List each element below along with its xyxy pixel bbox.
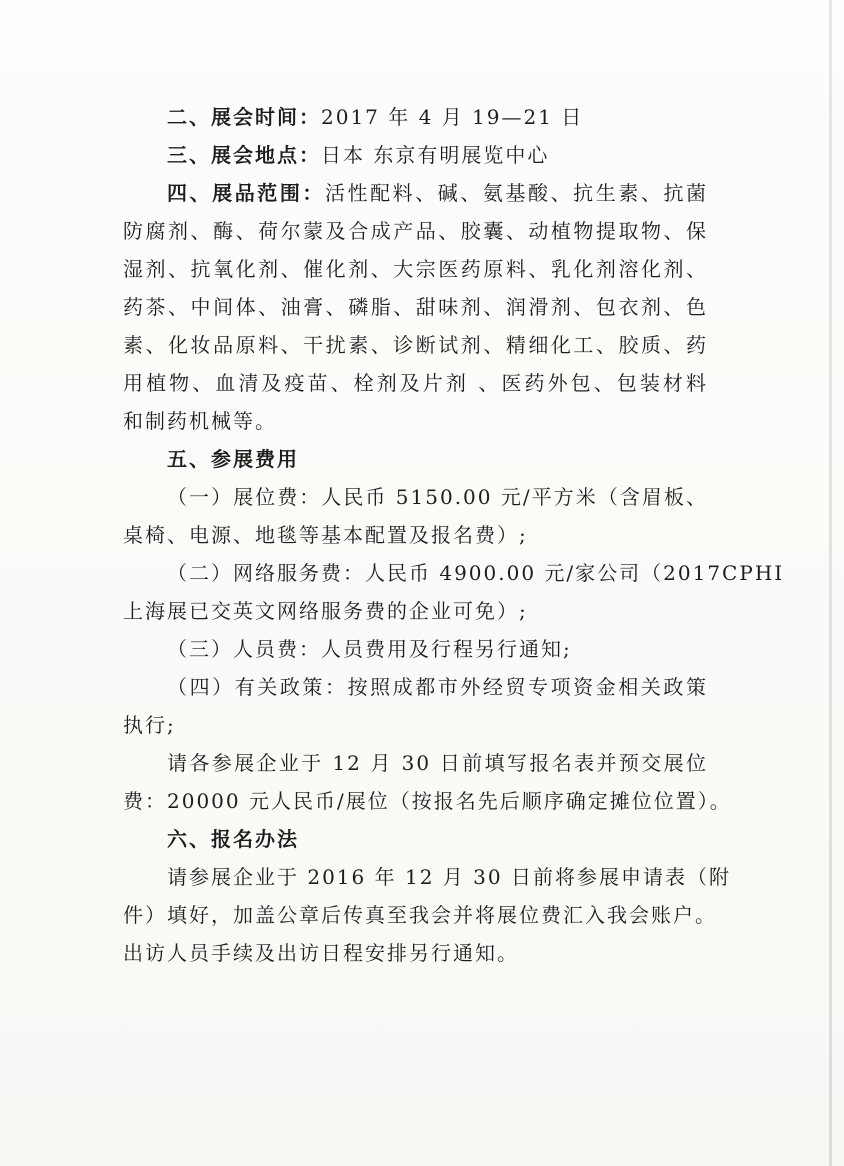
exhibit-scope-line-7: 和制药机械等。: [123, 409, 277, 433]
exhibit-scope-line-5: 素、化妆品原料、干扰素、诊断试剂、精细化工、胶质、药: [123, 333, 708, 357]
exhibit-scope-line-6: 用植物、血清及疫苗、栓剂及片剂 、医药外包、包装材料: [123, 371, 708, 395]
exhibit-scope-line-1: [123, 174, 708, 212]
registration-line-2: 件）填好，加盖公章后传真至我会并将展位费汇入我会账户。: [123, 903, 717, 927]
exhibition-location-line: [123, 136, 708, 174]
deposit-line-2: 费：20000 元人民币/展位（按报名先后顺序确定摊位位置）。: [123, 789, 732, 813]
exhibit-scope-text: 活性配料、碱、氨基酸、抗生素、抗菌: [324, 181, 709, 205]
document-body: [123, 98, 785, 972]
exhibit-scope-heading: 四、展品范围：: [167, 181, 325, 205]
exhibit-scope-line-4: 药茶、中间体、油膏、磷脂、甜味剂、润滑剂、包衣剂、色: [123, 295, 708, 319]
personnel-fee-line: （三）人员费：人员费用及行程另行通知;: [167, 637, 572, 661]
exhibit-scope-line-2: 防腐剂、酶、荷尔蒙及合成产品、胶囊、动植物提取物、保: [123, 219, 708, 243]
network-fee-line-1: （二）网络服务费：人民币 4900.00 元/家公司（2017CPHI: [167, 561, 785, 585]
exhibition-location-heading: 三、展会地点：: [167, 143, 321, 167]
exhibition-time-line: [123, 98, 708, 136]
registration-line-1: 请参展企业于 2016 年 12 月 30 日前将参展申请表（附: [167, 865, 731, 889]
booth-fee-line-2: 桌椅、电源、地毯等基本配置及报名费）;: [123, 523, 528, 547]
exhibit-scope-line-3: 湿剂、抗氧化剂、催化剂、大宗医药原料、乳化剂溶化剂、: [123, 257, 708, 281]
booth-fee-line-1: （一）展位费：人民币 5150.00 元/平方米（含眉板、: [167, 485, 708, 509]
exhibition-time-heading: 二、展会时间：: [167, 105, 321, 129]
policy-line-2: 执行;: [123, 713, 176, 737]
scan-edge-shadow: [829, 0, 832, 1166]
registration-line-3: 出访人员手续及出访日程安排另行通知。: [123, 941, 519, 965]
network-fee-line-2: 上海展已交英文网络服务费的企业可免）;: [123, 599, 528, 623]
fees-heading: 五、参展费用: [167, 447, 299, 471]
deposit-line-1: 请各参展企业于 12 月 30 日前填写报名表并预交展位: [167, 751, 708, 775]
policy-line-1: （四）有关政策：按照成都市外经贸专项资金相关政策: [167, 675, 708, 699]
exhibition-location-text: 日本 东京有明展览中心: [321, 143, 550, 167]
exhibition-time-text: 2017 年 4 月 19—21 日: [321, 105, 584, 129]
registration-heading: 六、报名办法: [167, 827, 299, 851]
